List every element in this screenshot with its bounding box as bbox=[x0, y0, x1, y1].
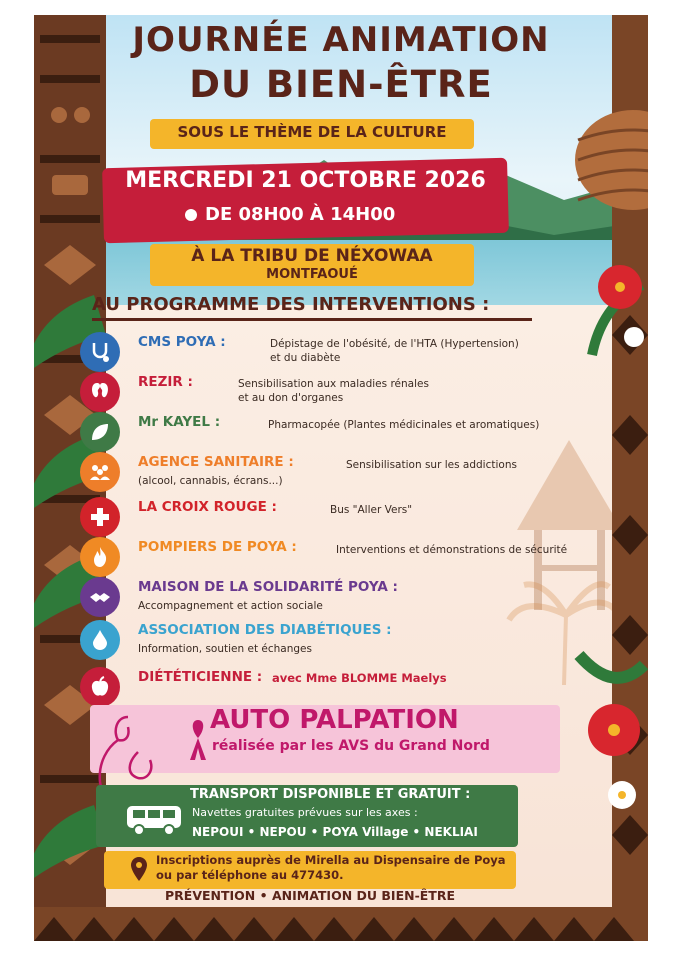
program-item-desc: Sensibilisation aux maladies rénales bbox=[238, 378, 429, 390]
footer-right: ANIMATION DU BIEN-ÊTRE bbox=[271, 888, 455, 903]
main-title-line2: DU BIEN-ÊTRE bbox=[189, 63, 493, 106]
program-item-desc: Dépistage de l'obésité, de l'HTA (Hypertension) bbox=[270, 338, 519, 350]
program-item-desc: Pharmacopée (Plantes médicinales et aromatiques) bbox=[268, 419, 540, 431]
hibiscus-flower-bottom bbox=[574, 635, 648, 835]
program-item-desc-2: et du diabète bbox=[270, 352, 341, 364]
axis-item: NEPOUI bbox=[192, 825, 244, 839]
event-place: À LA TRIBU DE NÉXOWAA bbox=[191, 246, 433, 266]
program-heading: AU PROGRAMME DES INTERVENTIONS : bbox=[92, 294, 490, 315]
program-item-desc: Interventions et démonstrations de sécurité bbox=[336, 544, 568, 556]
auto-palpation-subtitle: réalisée par les AVS du Grand Nord bbox=[212, 738, 490, 754]
tribal-pattern-band bbox=[34, 907, 648, 941]
program-item-name: DIÉTÉTICIENNE : bbox=[138, 669, 263, 685]
pink-ribbon-icon bbox=[187, 716, 209, 762]
phone-number: 477430. bbox=[291, 868, 344, 882]
drop-icon bbox=[80, 620, 120, 660]
program-item-name: LA CROIX ROUGE : bbox=[138, 499, 277, 515]
axis-item: NEKLIAI bbox=[424, 825, 478, 839]
footer-tagline bbox=[140, 888, 480, 903]
red-cross-icon bbox=[80, 497, 120, 537]
main-title-line1: JOURNÉE ANIMATION bbox=[132, 20, 550, 60]
event-hours-row bbox=[185, 204, 485, 225]
kidney-icon bbox=[80, 372, 120, 412]
people-icon bbox=[80, 452, 120, 492]
axis-item: POYA Village bbox=[322, 825, 409, 839]
bus-icon bbox=[125, 802, 183, 836]
inscriptions-text bbox=[156, 853, 516, 883]
bullet-separator: • bbox=[310, 825, 323, 839]
inscriptions-line1: Inscriptions auprès de Mirella au Dispensaire de Poya bbox=[156, 853, 506, 867]
program-item-name: Mr KAYEL : bbox=[138, 414, 221, 430]
program-item-desc: Bus "Aller Vers" bbox=[330, 504, 413, 516]
program-item-name: ASSOCIATION DES DIABÉTIQUES : bbox=[138, 622, 392, 638]
event-date: MERCREDI 21 OCTOBRE 2026 bbox=[125, 168, 486, 193]
handshake-icon bbox=[80, 577, 120, 617]
hibiscus-flower-top bbox=[582, 245, 648, 365]
stethoscope-icon bbox=[80, 332, 120, 372]
location-pin-icon bbox=[130, 856, 148, 882]
apple-icon bbox=[80, 667, 120, 707]
program-item-name: AGENCE SANITAIRE : bbox=[138, 454, 294, 470]
program-item-desc: avec Mme BLOMME Maelys bbox=[272, 671, 447, 685]
axis-item: NEPOU bbox=[259, 825, 307, 839]
program-item-name: REZIR : bbox=[138, 374, 193, 390]
footer-left: PRÉVENTION bbox=[165, 888, 256, 903]
bullet-separator: • bbox=[247, 825, 260, 839]
program-item-desc-2: (alcool, cannabis, écrans...) bbox=[138, 475, 283, 487]
program-item-desc-2: et au don d'organes bbox=[238, 392, 344, 404]
auto-palpation-title: AUTO PALPATION bbox=[210, 705, 459, 735]
program-item-desc: Sensibilisation sur les addictions bbox=[346, 459, 517, 471]
inscriptions-line2 bbox=[156, 868, 516, 883]
program-item-desc: Accompagnement et action sociale bbox=[138, 600, 323, 612]
leaf-icon bbox=[80, 412, 120, 452]
clock-icon bbox=[185, 209, 197, 221]
inscriptions-line2-prefix: ou par téléphone au bbox=[156, 868, 292, 882]
program-item-name: CMS POYA : bbox=[138, 334, 226, 350]
program-item-name: POMPIERS DE POYA : bbox=[138, 539, 297, 555]
bullet-separator: • bbox=[259, 888, 272, 903]
transport-subtitle: Navettes gratuites prévues sur les axes : bbox=[192, 806, 418, 819]
program-item-desc: Information, soutien et échanges bbox=[138, 643, 312, 655]
theme-text: SOUS LE THÈME DE LA CULTURE bbox=[177, 123, 447, 141]
program-heading-underline bbox=[92, 318, 532, 321]
event-hours: DE 08H00 À 14H00 bbox=[205, 204, 396, 225]
bullet-separator: • bbox=[412, 825, 425, 839]
program-item-name: MAISON DE LA SOLIDARITÉ POYA : bbox=[138, 579, 398, 595]
event-place-sub: MONTFAOUÉ bbox=[266, 267, 358, 282]
transport-axes bbox=[192, 825, 522, 839]
flame-icon bbox=[80, 537, 120, 577]
basket-illustration bbox=[573, 100, 648, 265]
transport-title: TRANSPORT DISPONIBLE ET GRATUIT : bbox=[190, 787, 471, 802]
